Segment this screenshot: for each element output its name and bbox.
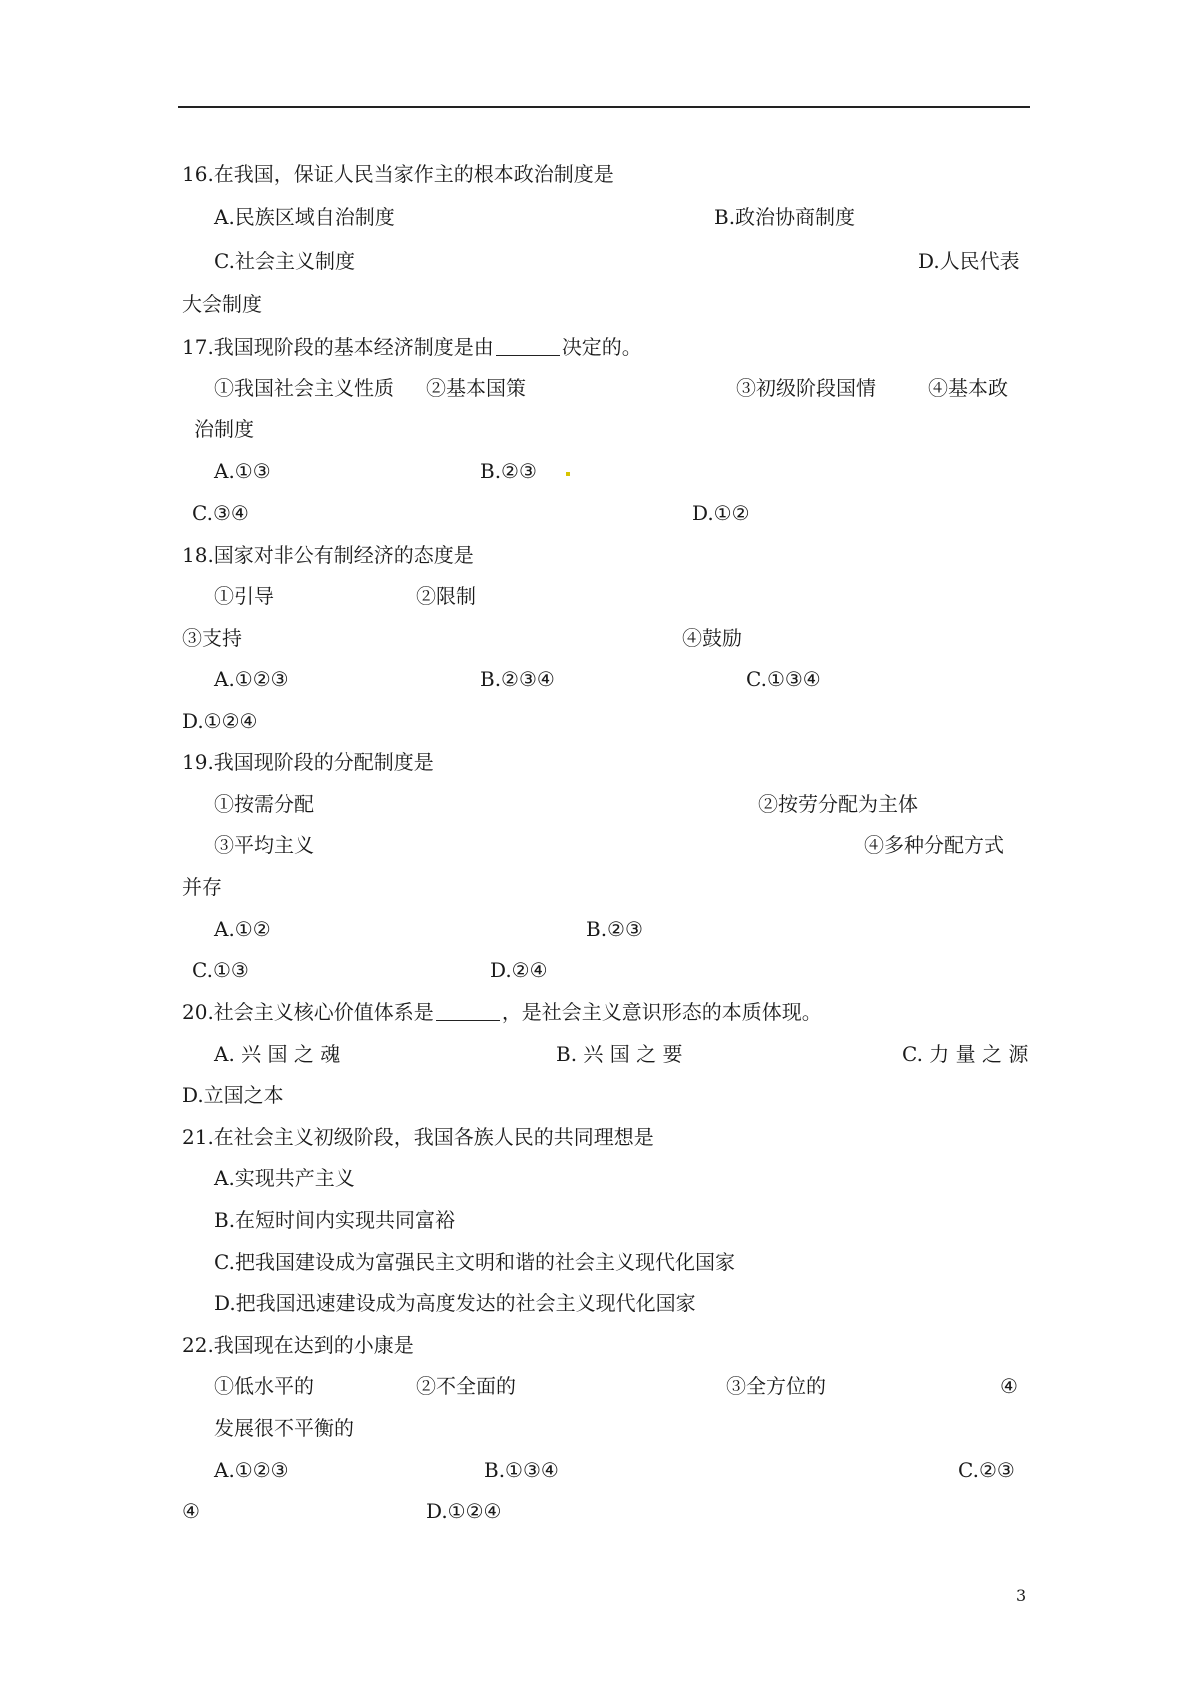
q21-option-d: D.把我国迅速建设成为高度发达的社会主义现代化国家: [214, 1291, 696, 1315]
q18-item-2: ②限制: [416, 584, 476, 608]
q22-stem: 22.我国现在达到的小康是: [182, 1333, 414, 1357]
q19-item-1: ①按需分配: [214, 792, 314, 816]
q17-stem-pre: 17.我国现阶段的基本经济制度是由: [182, 335, 494, 359]
q18-item-4: ④鼓励: [682, 626, 742, 650]
q16-stem: 16.在我国，保证人民当家作主的根本政治制度是: [182, 162, 614, 186]
q18-option-c: C.①③④: [746, 667, 821, 691]
q22-option-a: A.①②③: [214, 1458, 289, 1482]
page-number: 3: [1016, 1586, 1027, 1605]
q20-option-c: C. 力 量 之 源: [902, 1042, 1029, 1066]
q20-option-a: A. 兴 国 之 魂: [214, 1042, 341, 1066]
q22-item-1: ①低水平的: [214, 1374, 314, 1398]
q22-item-4-cont: 发展很不平衡的: [214, 1416, 354, 1440]
q21-option-b: B.在短时间内实现共同富裕: [214, 1208, 456, 1232]
q18-stem: 18.国家对非公有制经济的态度是: [182, 543, 474, 567]
q17-item-2: ②基本国策: [426, 376, 526, 400]
q17-blank: [496, 337, 560, 356]
q18-item-3: ③支持: [182, 626, 242, 650]
q17-option-c: C.③④: [192, 501, 249, 525]
q21-option-a: A.实现共产主义: [214, 1166, 355, 1190]
q19-option-c: C.①③: [192, 958, 249, 982]
q18-item-1: ①引导: [214, 584, 274, 608]
q17-option-d: D.①②: [692, 501, 750, 525]
q22-option-c-cont: ④: [182, 1499, 200, 1523]
q16-option-b: B.政治协商制度: [714, 205, 856, 229]
q19-option-a: A.①②: [214, 917, 271, 941]
q16-option-d-cont: 大会制度: [182, 292, 262, 316]
q20-stem-post: ，是社会主义意识形态的本质体现。: [501, 1000, 822, 1024]
q22-option-b: B.①③④: [484, 1458, 559, 1482]
q20-option-d: D.立国之本: [182, 1083, 284, 1107]
q17-option-a: A.①③: [214, 459, 271, 483]
q19-item-4-cont: 并存: [182, 875, 222, 899]
q20-stem: [182, 1000, 822, 1024]
q19-item-3: ③平均主义: [214, 833, 314, 857]
q17-item-3: ③初级阶段国情: [736, 376, 876, 400]
q19-item-2: ②按劳分配为主体: [758, 792, 918, 816]
q17-option-b: B.②③: [480, 459, 537, 483]
q17-item-4: ④基本政: [928, 376, 1008, 400]
q19-item-4: ④多种分配方式: [864, 833, 1004, 857]
q22-item-4: ④: [1000, 1374, 1018, 1398]
q19-stem: 19.我国现阶段的分配制度是: [182, 750, 434, 774]
q21-option-c: C.把我国建设成为富强民主文明和谐的社会主义现代化国家: [214, 1250, 735, 1274]
q19-option-b: B.②③: [586, 917, 643, 941]
q20-blank: [436, 1002, 500, 1021]
q22-option-d: D.①②④: [426, 1499, 502, 1523]
q17-item-4-cont: 治制度: [194, 417, 254, 441]
header-rule: [178, 106, 1030, 108]
q19-option-d: D.②④: [490, 958, 548, 982]
q17-stem-post: 决定的。: [561, 335, 642, 359]
q17-stem: [182, 335, 642, 359]
stray-dot: [566, 472, 570, 476]
q20-stem-pre: 20.社会主义核心价值体系是: [182, 1000, 434, 1024]
q16-option-c: C.社会主义制度: [214, 249, 355, 273]
q16-option-d: D.人民代表: [918, 249, 1020, 273]
q22-option-c: C.②③: [958, 1458, 1015, 1482]
q21-stem: 21.在社会主义初级阶段，我国各族人民的共同理想是: [182, 1125, 654, 1149]
q18-option-a: A.①②③: [214, 667, 289, 691]
q18-option-d: D.①②④: [182, 709, 258, 733]
q16-option-a: A.民族区域自治制度: [214, 205, 395, 229]
q22-item-3: ③全方位的: [726, 1374, 826, 1398]
q20-option-b: B. 兴 国 之 要: [556, 1042, 683, 1066]
q18-option-b: B.②③④: [480, 667, 555, 691]
q17-item-1: ①我国社会主义性质: [214, 376, 394, 400]
q22-item-2: ②不全面的: [416, 1374, 516, 1398]
